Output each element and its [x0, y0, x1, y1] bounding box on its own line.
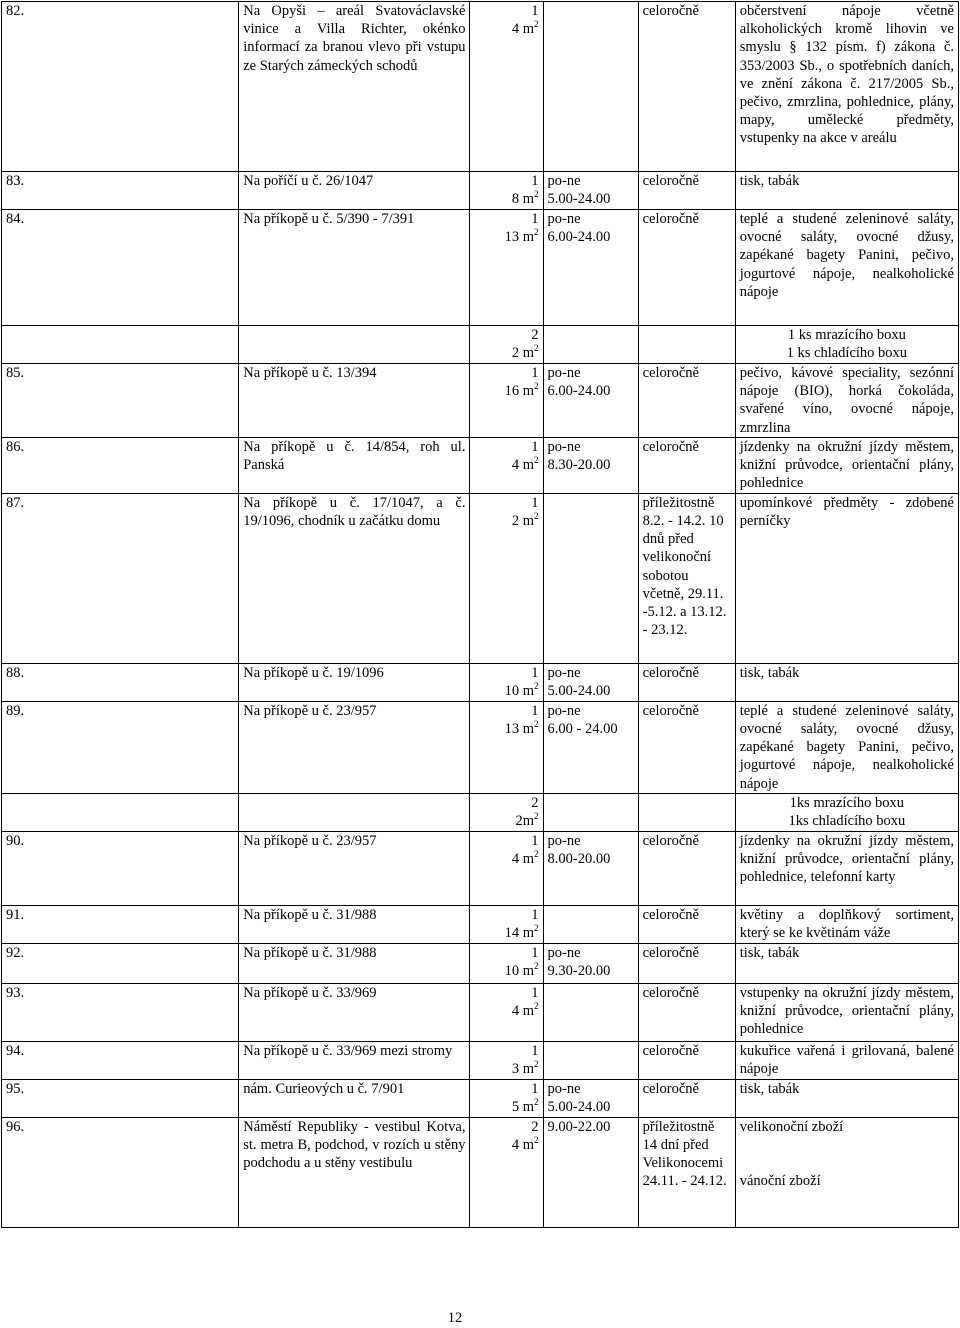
goods-cell: tisk, tabák — [735, 943, 958, 983]
goods-cell: květiny a doplňkový sortiment, který se ke květinám váže — [735, 905, 958, 943]
location-cell: Na příkopě u č. 31/988 — [239, 943, 470, 983]
goods-cell: upomínkové předměty - zdobené perníčky — [735, 493, 958, 663]
row-number: 88. — [2, 663, 239, 701]
opening-hours-line: 8.30-20.00 — [547, 457, 611, 474]
page-number: 12 — [447, 1310, 463, 1326]
opening-hours-cell — [543, 663, 638, 701]
area-unit-exponent: 2 — [534, 923, 539, 934]
area-unit-exponent: 2 — [534, 381, 539, 392]
opening-hours-cell — [543, 1041, 638, 1079]
location-cell: Na příkopě u č. 14/854, roh ul. Panská — [239, 437, 470, 493]
location-cell: Na příkopě u č. 33/969 — [239, 983, 470, 1041]
stands-table — [1, 1, 959, 1228]
goods-cell: kukuřice vařená i grilovaná, balené nápoje — [735, 1041, 958, 1079]
area-unit-exponent: 2 — [534, 1135, 539, 1146]
row-number: 96. — [2, 1117, 239, 1227]
opening-hours-cell — [543, 2, 638, 172]
location-cell — [239, 793, 470, 831]
stand-count: 2 — [531, 1118, 539, 1135]
operating-period-cell: celoročně — [638, 831, 735, 905]
table-row — [2, 437, 959, 493]
stand-count: 1 — [531, 832, 539, 849]
count-area-cell — [470, 1041, 543, 1079]
location-cell: Na příkopě u č. 19/1096 — [239, 663, 470, 701]
goods-cell: tisk, tabák — [735, 172, 958, 210]
goods-line: 1ks mrazícího boxu — [789, 794, 905, 811]
opening-hours-line: po-ne — [547, 702, 581, 719]
opening-hours-line: 8.00-20.00 — [547, 851, 611, 868]
stand-count: 1 — [531, 906, 539, 923]
row-number — [2, 326, 239, 364]
row-number: 91. — [2, 905, 239, 943]
goods-cell: jízdenky na okružní jízdy městem, knižní průvodce, orientační plány, pohlednice, telefonní karty — [735, 831, 958, 905]
stand-count: 1 — [531, 438, 539, 455]
operating-period-cell: celoročně — [638, 701, 735, 793]
opening-hours-cell — [543, 793, 638, 831]
area-unit-exponent: 2 — [534, 189, 539, 200]
area-unit-exponent: 2 — [534, 1001, 539, 1012]
area-value: 13 m — [504, 721, 535, 738]
goods-cell — [735, 793, 958, 831]
area-value: 4 m — [511, 457, 535, 474]
opening-hours-line: 6.00-24.00 — [547, 383, 611, 400]
goods-cell: tisk, tabák — [735, 663, 958, 701]
table-row — [2, 1079, 959, 1117]
area-unit-exponent: 2 — [534, 511, 539, 522]
count-area-cell — [470, 172, 543, 210]
stand-area — [474, 962, 538, 980]
stand-count: 1 — [531, 944, 539, 961]
goods-cell: občerstvení nápoje včetně alkoholických kromě lihovin ve smyslu § 132 písm. f) zákona č. 353/2003 Sb., o spotřebních daních, ve znění zákona č. 217/2005 Sb., pečivo, zmrzlina, pohlednice, plány, mapy, umělecké předměty, vstupenky na akce v areálu — [735, 2, 958, 172]
area-unit-exponent: 2 — [534, 1059, 539, 1070]
count-area-cell — [470, 943, 543, 983]
opening-hours-line: 5.00-24.00 — [547, 1099, 611, 1116]
goods-cell: pečivo, kávové speciality, sezónní nápoje (BIO), horká čokoláda, svařené víno, ovocné nápoje, zmrzlina — [735, 364, 958, 438]
stand-count: 1 — [531, 1080, 539, 1097]
row-number: 93. — [2, 983, 239, 1041]
stand-area — [474, 1060, 538, 1078]
table-row — [2, 2, 959, 172]
opening-hours-cell — [543, 831, 638, 905]
row-number: 83. — [2, 172, 239, 210]
stand-count: 2 — [531, 327, 539, 343]
area-value: 4 m — [511, 1137, 535, 1154]
location-cell: Na Opyši – areál Svatováclavské vinice a Villa Richter, okénko informací za branou vlevo při vstupu ze Starých zámeckých schodů — [239, 2, 470, 172]
goods-line: velikonoční zboží — [739, 1118, 844, 1135]
area-value: 2 m — [511, 345, 535, 362]
goods-line: 1 ks chladícího boxu — [786, 345, 908, 362]
stand-area — [474, 812, 538, 830]
stand-count: 1 — [531, 211, 539, 227]
area-value: 2 m — [511, 513, 535, 530]
opening-hours-line: 6.00 - 24.00 — [547, 721, 618, 738]
row-number — [2, 793, 239, 831]
location-cell — [239, 326, 470, 364]
opening-hours-cell — [543, 905, 638, 943]
row-number: 84. — [2, 210, 239, 326]
goods-cell: jízdenky na okružní jízdy městem, knižní průvodce, orientační plány, pohlednice — [735, 437, 958, 493]
area-value: 4 m — [511, 21, 535, 38]
area-unit-exponent: 2 — [534, 455, 539, 466]
area-value: 5 m — [511, 1099, 535, 1116]
area-value: 10 m — [504, 683, 535, 700]
stand-count: 1 — [531, 664, 539, 681]
opening-hours-line: po-ne — [547, 832, 581, 849]
area-value: 14 m — [504, 925, 535, 942]
stand-area — [474, 190, 538, 208]
table-row — [2, 172, 959, 210]
table-row — [2, 983, 959, 1041]
stand-count: 1 — [531, 365, 539, 381]
area-value: 4 m — [511, 851, 535, 868]
area-unit-exponent: 2 — [534, 961, 539, 972]
opening-hours-cell — [543, 493, 638, 663]
opening-hours-line: po-ne — [547, 1080, 581, 1097]
goods-cell — [735, 1117, 958, 1227]
table-row — [2, 210, 959, 326]
opening-hours-line: po-ne — [547, 944, 581, 961]
area-value: 3 m — [511, 1061, 535, 1078]
location-cell: Na příkopě u č. 33/969 mezi stromy — [239, 1041, 470, 1079]
stand-area — [474, 512, 538, 530]
table-row — [2, 326, 959, 364]
row-number: 86. — [2, 437, 239, 493]
opening-hours-line: 9.30-20.00 — [547, 963, 611, 980]
count-area-cell — [470, 1079, 543, 1117]
opening-hours-cell — [543, 326, 638, 364]
operating-period-cell: příležitostně 14 dní před Velikonocemi 24.11. - 24.12. — [638, 1117, 735, 1227]
operating-period-cell: celoročně — [638, 172, 735, 210]
stand-area — [474, 850, 538, 868]
goods-cell — [735, 326, 958, 364]
row-number: 90. — [2, 831, 239, 905]
row-number: 95. — [2, 1079, 239, 1117]
location-cell: Na příkopě u č. 31/988 — [239, 905, 470, 943]
area-unit-exponent: 2 — [534, 811, 539, 822]
operating-period-cell: celoročně — [638, 943, 735, 983]
stand-count: 1 — [531, 984, 539, 1001]
stand-count: 2 — [531, 794, 539, 811]
area-value: 16 m — [504, 383, 535, 400]
location-cell: Na příkopě u č. 5/390 - 7/391 — [239, 210, 470, 326]
stand-count: 1 — [531, 173, 539, 189]
table-row — [2, 493, 959, 663]
table-row — [2, 663, 959, 701]
opening-hours-cell — [543, 1117, 638, 1227]
area-unit-exponent: 2 — [534, 19, 539, 30]
table-row — [2, 943, 959, 983]
operating-period-cell: celoročně — [638, 364, 735, 438]
stand-count: 1 — [531, 494, 539, 511]
location-cell: nám. Curieových u č. 7/901 — [239, 1079, 470, 1117]
stand-area — [474, 682, 538, 700]
goods-line — [740, 1136, 954, 1154]
operating-period-cell: celoročně — [638, 2, 735, 172]
location-cell: Na příkopě u č. 13/394 — [239, 364, 470, 438]
stand-area — [474, 720, 538, 738]
opening-hours-cell — [543, 364, 638, 438]
operating-period-cell — [638, 326, 735, 364]
goods-line: vánoční zboží — [739, 1173, 821, 1190]
count-area-cell — [470, 364, 543, 438]
count-area-cell — [470, 701, 543, 793]
opening-hours-cell — [543, 210, 638, 326]
opening-hours-cell — [543, 983, 638, 1041]
opening-hours-cell — [543, 701, 638, 793]
count-area-cell — [470, 793, 543, 831]
goods-line — [740, 1154, 954, 1172]
stand-area — [474, 1098, 538, 1116]
table-row — [2, 1041, 959, 1079]
location-cell: Na příkopě u č. 17/1047, a č. 19/1096, chodník u začátku domu — [239, 493, 470, 663]
area-unit-exponent: 2 — [534, 681, 539, 692]
stand-area — [474, 228, 538, 246]
stand-count: 1 — [531, 1042, 539, 1059]
row-number: 85. — [2, 364, 239, 438]
table-row — [2, 1117, 959, 1227]
stand-area — [474, 1136, 538, 1154]
area-unit-exponent: 2 — [534, 849, 539, 860]
location-cell: Náměstí Republiky - vestibul Kotva, st. metra B, podchod, v rozích u stěny podchodu a u stěny vestibulu — [239, 1117, 470, 1227]
opening-hours-line: po-ne — [547, 211, 581, 227]
stand-area — [474, 1002, 538, 1020]
opening-hours-line: 9.00-22.00 — [547, 1118, 611, 1135]
operating-period-cell: celoročně — [638, 210, 735, 326]
area-value: 4 m — [511, 1003, 535, 1020]
table-row — [2, 905, 959, 943]
stand-count: 1 — [531, 3, 539, 19]
area-unit-exponent: 2 — [534, 1097, 539, 1108]
count-area-cell — [470, 663, 543, 701]
opening-hours-cell — [543, 943, 638, 983]
goods-cell: teplé a studené zeleninové saláty, ovocné saláty, ovocné džusy, zapékané bagety Panini, pečivo, jogurtové nápoje, nealkoholické nápoje — [735, 701, 958, 793]
area-value: 2m — [515, 813, 535, 830]
operating-period-cell — [638, 793, 735, 831]
row-number: 89. — [2, 701, 239, 793]
opening-hours-line: 5.00-24.00 — [547, 683, 611, 700]
count-area-cell — [470, 2, 543, 172]
count-area-cell — [470, 493, 543, 663]
count-area-cell — [470, 326, 543, 364]
opening-hours-cell — [543, 437, 638, 493]
row-number: 92. — [2, 943, 239, 983]
operating-period-cell: celoročně — [638, 983, 735, 1041]
stand-area — [474, 344, 538, 362]
row-number: 87. — [2, 493, 239, 663]
stand-area — [474, 20, 538, 38]
area-unit-exponent: 2 — [534, 343, 539, 354]
goods-line: 1ks chladícího boxu — [788, 813, 906, 830]
location-cell: Na poříčí u č. 26/1047 — [239, 172, 470, 210]
count-area-cell — [470, 1117, 543, 1227]
count-area-cell — [470, 437, 543, 493]
operating-period-cell: celoročně — [638, 1079, 735, 1117]
stand-area — [474, 924, 538, 942]
opening-hours-line: po-ne — [547, 664, 581, 681]
operating-period-cell: celoročně — [638, 905, 735, 943]
goods-cell: vstupenky na okružní jízdy městem, knižní průvodce, orientační plány, pohlednice — [735, 983, 958, 1041]
opening-hours-line: po-ne — [547, 365, 581, 381]
operating-period-cell: celoročně — [638, 1041, 735, 1079]
location-cell: Na příkopě u č. 23/957 — [239, 701, 470, 793]
opening-hours-cell — [543, 172, 638, 210]
opening-hours-line: po-ne — [547, 438, 581, 455]
count-area-cell — [470, 905, 543, 943]
operating-period-cell: celoročně — [638, 663, 735, 701]
count-area-cell — [470, 831, 543, 905]
stand-area — [474, 382, 538, 400]
area-value: 8 m — [511, 191, 535, 208]
opening-hours-cell — [543, 1079, 638, 1117]
goods-line: 1 ks mrazícího boxu — [787, 327, 906, 343]
goods-cell: teplé a studené zeleninové saláty, ovocné saláty, ovocné džusy, zapékané bagety Panini, pečivo, jogurtové nápoje, nealkoholické nápoje — [735, 210, 958, 326]
opening-hours-line: 5.00-24.00 — [547, 191, 611, 208]
area-unit-exponent: 2 — [534, 227, 539, 238]
count-area-cell — [470, 210, 543, 326]
opening-hours-line: po-ne — [547, 173, 581, 189]
operating-period-cell: celoročně — [638, 437, 735, 493]
count-area-cell — [470, 983, 543, 1041]
table-row — [2, 793, 959, 831]
goods-cell: tisk, tabák — [735, 1079, 958, 1117]
stand-area — [474, 456, 538, 474]
table-row — [2, 364, 959, 438]
row-number: 94. — [2, 1041, 239, 1079]
location-cell: Na příkopě u č. 23/957 — [239, 831, 470, 905]
row-number: 82. — [2, 2, 239, 172]
table-row — [2, 701, 959, 793]
area-value: 10 m — [504, 963, 535, 980]
operating-period-cell: příležitostně 8.2. - 14.2. 10 dnů před velikonoční sobotou včetně, 29.11. -5.12. a 13.12. - 23.12. — [638, 493, 735, 663]
stand-count: 1 — [531, 702, 539, 719]
table-row — [2, 831, 959, 905]
opening-hours-line: 6.00-24.00 — [547, 229, 611, 246]
area-value: 13 m — [504, 229, 535, 246]
area-unit-exponent: 2 — [534, 719, 539, 730]
